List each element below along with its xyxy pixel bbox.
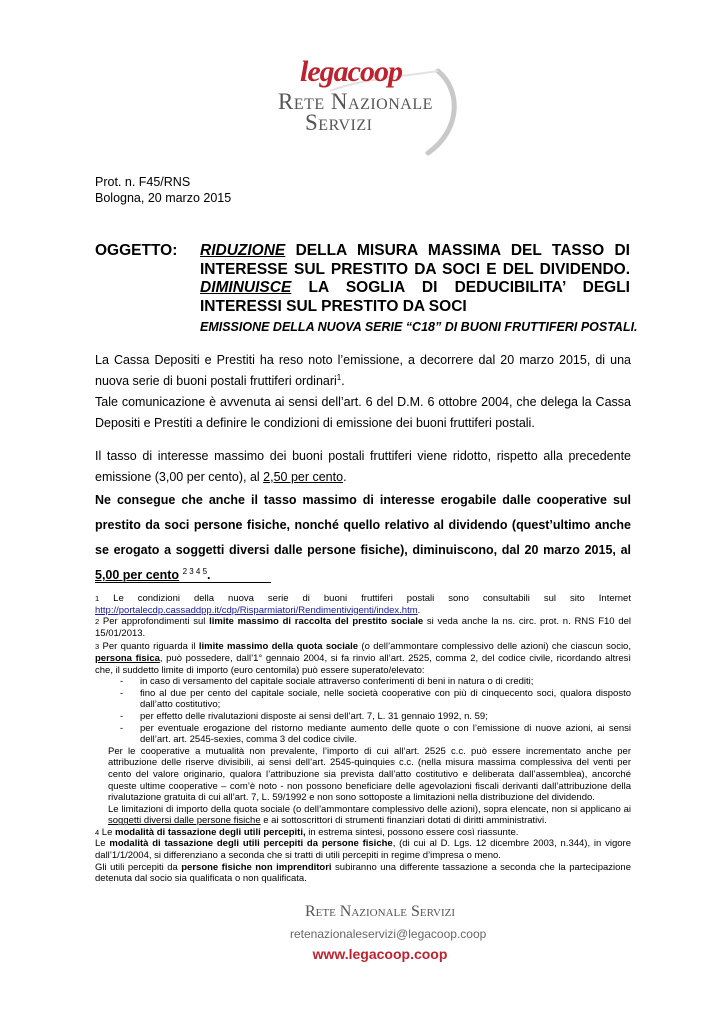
- footnote-1-number: 1: [95, 594, 100, 603]
- organization-logo: [260, 55, 460, 165]
- p2-rate: 2,50 per cento: [263, 470, 344, 484]
- footnote-2-number: 2: [95, 617, 100, 627]
- footnote-3-text-e: , può possedere, dall’1° gennaio 2004, si fa rinvio all’art. 2525, comma 2, del codice civile, ricordando altresì che, il suddetto limite di importo (euro centomila) può essere superato/elevato:: [95, 652, 632, 676]
- footer-website[interactable]: www.legacoop.coop: [312, 946, 448, 962]
- footnote-3-p3-ul: soggetti diversi dalle persone fisiche: [108, 815, 261, 827]
- footnote-3-text-c: (o dell’ammontare complessivo delle azioni) che ciascun socio,: [358, 641, 631, 653]
- footnote-3-bold: limite massimo della quota sociale: [198, 641, 359, 653]
- footnote-4-text-i: subiranno una differente tassazione a seconda che la partecipazione detenuta dal socio sia qualificata o non qualificata.: [95, 861, 631, 885]
- footnote-1-link[interactable]: http://portalecdp.cassaddpp.it/cdp/Risparmiatori/Rendimentivigenti/index.htm: [95, 604, 418, 616]
- body-paragraph-2: [95, 446, 631, 588]
- footnote-4-text-c: in estrema sintesi, possono essere così riassunte.: [305, 826, 519, 838]
- footnote-refs-2-5[interactable]: 2 3 4 5: [182, 566, 208, 576]
- footnote-separator: [95, 582, 271, 583]
- footnote-4-bold: modalità di tassazione degli utili percepiti,: [115, 826, 306, 838]
- footnote-4-bold-e: modalità di tassazione degli utili percepiti da persone fisiche: [109, 838, 393, 850]
- logo-brand: legacoop: [300, 55, 402, 88]
- p1-second: Tale comunicazione è avvenuta ai sensi dell’art. 6 del D.M. 6 ottobre 2004, che delega la Cassa Depositi e Prestiti a definire le condizioni di emissione dei buoni fruttiferi postali.: [95, 395, 631, 430]
- subject-emissione: EMISSIONE DELLA NUOVA SERIE “C18” DI BUONI FRUTTIFERI POSTALI.: [200, 320, 638, 334]
- footnote-3-list: [95, 676, 631, 746]
- footnote-3: [95, 641, 631, 827]
- subject-label: OGGETTO:: [95, 242, 178, 259]
- subject-text-1: DELLA MISURA MASSIMA DEL TASSO DI INTERESSE SUL PRESTITO DA SOCI E DEL DIVIDENDO.: [200, 242, 630, 278]
- logo-org-line2: Servizi: [305, 110, 373, 135]
- footnote-3-p3-a: Le limitazioni di importo della quota sociale (o dell’ammontare complessivo delle azioni), sopra elencate, non si applicano ai: [108, 803, 631, 815]
- footnote-2-bold: limite massimo di raccolta del prestito sociale: [209, 616, 424, 628]
- footnote-3-para-2: Per le cooperative a mutualità non prevalente, l’importo di cui all’art. 2525 c.c. può essere incrementato anche per attribuzione delle riserve divisibili, ai sensi dell’art. 2545-quinquies c.c. (nella misura massima complessiva del venti per cento del valore originario, qualora l’attribuzione sia prevista dall’atto costitutivo e deliberata dall’assemblea), ancorché queste ultime cooperative – com’è noto - non possono beneficiare delle agevolazioni fiscali derivanti dall’attribuzione della rivalutazione gratuita di cui all’art. 7, L. 59/1992 e non sono sottoposte a limitazioni nella distribuzione del dividendo.: [108, 745, 631, 804]
- body-paragraph-1: [95, 350, 631, 434]
- list-item: - per effetto delle rivalutazioni disposte ai sensi dell’art. 7, L. 31 gennaio 1992, n. 59;: [95, 711, 631, 723]
- footnote-4-text-d: Le: [95, 838, 110, 850]
- footnote-3-para-3: [95, 804, 631, 827]
- footnote-1-end: .: [417, 604, 421, 616]
- p2b-rate: 5,00 per cento: [95, 568, 180, 582]
- footnote-4: [95, 827, 631, 885]
- footnote-3-text-a: Per quanto riguarda il: [99, 641, 199, 653]
- footnote-2-text-a: Per approfondimenti sul: [99, 616, 210, 628]
- p1-text: La Cassa Depositi e Prestiti ha reso noto l’emissione, a decorrere dal 20 marzo 2015, di una nuova serie di buoni postali fruttiferi ordinari: [95, 353, 631, 388]
- footnote-4-number: 4: [95, 827, 100, 837]
- footnote-1-text: Le condizioni della nuova serie di buoni fruttiferi postali sono consultabili sul sito Internet: [99, 593, 631, 604]
- subject-keyword-1: RIDUZIONE: [200, 242, 286, 259]
- footnote-4-text-f: , (di cui al D. Lgs. 12 dicembre 2003, n.344), in vigore dall’1/1/2004, si differenziano a seconda che si tratti di utili percepiti in regime d’impresa o meno.: [95, 838, 631, 862]
- footnote-4-bold-h: persone fisiche non imprenditori: [181, 861, 332, 873]
- protocol-number: Prot. n. F45/RNS: [95, 175, 191, 189]
- subject-text-2: LA SOGLIA DI DEDUCIBILITA’ DEGLI INTERESSI SUL PRESTITO DA SOCI: [200, 279, 630, 315]
- footnote-2: [95, 616, 631, 639]
- footer-org-name: Rete Nazionale Servizi: [304, 903, 456, 920]
- p2-text: Il tasso di interesse massimo dei buoni postali fruttiferi viene ridotto, rispetto alla precedente emissione (3,00 per cento), al: [95, 449, 631, 484]
- footnote-2-text-c: si veda anche la ns. circ. prot. n. RNS F10 del 15/01/2013.: [95, 616, 631, 639]
- subject-keyword-2: DIMINUISCE: [200, 279, 292, 296]
- logo-org-line1: Rete Nazionale: [278, 89, 433, 114]
- footnote-4-text-a: Le: [99, 826, 116, 838]
- footnote-ref-1[interactable]: 1: [336, 372, 342, 382]
- footnote-3-p3-c: e ai sottoscrittori di strumenti finanziari dotati di diritti amministrativi.: [260, 815, 547, 827]
- list-item: - per eventuale erogazione del ristorno mediante aumento delle quote o con l’emissione di nuove azioni, ai sensi dell’art. art. 2545-sexies, comma 3 del codice civile.: [95, 723, 631, 746]
- letter-date: Bologna, 20 marzo 2015: [95, 191, 232, 205]
- footnote-4-text-g: Gli utili percepiti da: [95, 861, 182, 873]
- subject-text: [200, 242, 630, 316]
- footnote-1: [95, 593, 631, 616]
- protocol-block: [95, 174, 231, 206]
- list-item: - fino al due per cento del capitale sociale, nelle società cooperative con più di cinquecento soci, qualora disposto dall’atto costitutivo;: [95, 688, 631, 711]
- p2b-text: Ne consegue che anche il tasso massimo di interesse erogabile dalle cooperative sul prestito da soci persone fisiche, nonché quello relativo al dividendo (quest’ultimo anche se erogato a soggetti diversi dalle persone fisiche), diminuiscono, dal 20 marzo 2015, al: [95, 493, 631, 557]
- p1-end: .: [341, 374, 345, 388]
- list-item: - in caso di versamento del capitale sociale attraverso conferimenti di beni in natura o di crediti;: [95, 676, 631, 688]
- footer-email[interactable]: retenazionaleservizi@legacoop.coop: [290, 927, 487, 941]
- p2b-end: .: [207, 568, 211, 582]
- footnotes: [95, 593, 631, 885]
- footnote-3-number: 3: [95, 642, 100, 652]
- p2-end: .: [343, 470, 347, 484]
- footnote-3-persona: persona fisica: [95, 652, 160, 664]
